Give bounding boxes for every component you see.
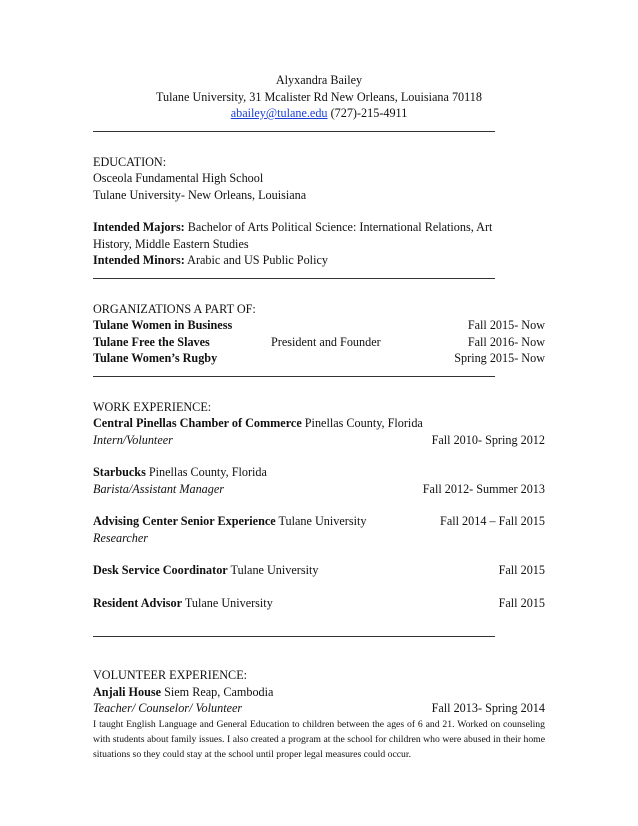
organization-row <box>93 317 545 334</box>
majors-label: Intended Majors: <box>93 220 185 234</box>
majors-text-continued: History, Middle Eastern Studies <box>93 236 249 251</box>
section-divider <box>93 269 545 285</box>
volunteer-org: Anjali House <box>93 684 162 699</box>
job-location: Tulane University <box>184 595 273 610</box>
education-section <box>93 154 545 269</box>
organization-row <box>93 334 545 351</box>
job-location: Pinellas County, Florida <box>148 465 267 479</box>
work-section <box>93 399 545 612</box>
organizations-heading: ORGANIZATIONS A PART OF: <box>93 301 256 316</box>
job-location: Pinellas County, Florida <box>304 416 423 430</box>
volunteer-section <box>93 667 545 762</box>
job-dates: Fall 2015 <box>498 595 545 610</box>
job-dates: Fall 2012- Summer 2013 <box>422 481 545 496</box>
job-title: Barista/Assistant Manager <box>93 481 225 496</box>
volunteer-title: Teacher/ Counselor/ Volunteer <box>93 701 243 715</box>
minors-line <box>93 252 545 269</box>
education-heading: EDUCATION: <box>93 154 167 169</box>
contact-line <box>93 105 545 122</box>
organization-name: Tulane Free the Slaves <box>93 334 210 349</box>
job-dates: Fall 2010- Spring 2012 <box>431 432 545 447</box>
work-heading: WORK EXPERIENCE: <box>93 399 212 414</box>
resume-page <box>93 72 545 762</box>
job-org: Central Pinellas Chamber of Commerce <box>93 416 302 430</box>
majors-text: Bachelor of Arts Political Science: International Relations, Art <box>187 220 493 234</box>
job-dates: Fall 2014 – Fall 2015 <box>440 514 545 528</box>
organization-dates: Fall 2016- Now <box>467 334 545 349</box>
job-title-row <box>93 481 545 498</box>
volunteer-location: Siem Reap, Cambodia <box>164 684 274 699</box>
job-org: Starbucks <box>93 465 146 479</box>
applicant-name: Alyxandra Bailey <box>275 73 363 87</box>
organization-name: Tulane Women in Business <box>93 318 233 332</box>
section-divider <box>93 122 545 138</box>
organization-row <box>93 350 545 367</box>
organization-dates: Fall 2015- Now <box>467 318 545 332</box>
job-location: Tulane University <box>230 563 319 577</box>
organization-role <box>271 350 441 367</box>
volunteer-org-line <box>93 684 545 701</box>
job-title: Researcher <box>93 530 149 545</box>
school-name: Tulane University- New Orleans, Louisiana <box>93 187 307 202</box>
job-org-line <box>93 562 545 579</box>
resume-header <box>93 72 545 122</box>
job-org-line <box>93 513 545 530</box>
organization-dates: Spring 2015- Now <box>454 351 545 365</box>
job-title-row <box>93 432 545 449</box>
minors-text: Arabic and US Public Policy <box>187 253 328 267</box>
job-location: Tulane University <box>278 514 367 528</box>
job-org-line <box>93 464 545 481</box>
school-name: Osceola Fundamental High School <box>93 171 264 185</box>
phone-number: (727)-215-4911 <box>330 106 408 120</box>
minors-label: Intended Minors: <box>93 253 185 267</box>
job-org-line <box>93 415 545 432</box>
job-org: Advising Center Senior Experience <box>93 514 276 528</box>
organization-role: President and Founder <box>271 334 381 349</box>
job-dates: Fall 2015 <box>498 563 545 577</box>
job-org: Desk Service Coordinator <box>93 563 228 577</box>
address-line: Tulane University, 31 Mcalister Rd New Orleans, Louisiana 70118 <box>156 89 482 104</box>
job-org: Resident Advisor <box>93 595 183 610</box>
section-divider <box>93 367 545 383</box>
job-org-line <box>93 595 545 612</box>
volunteer-description: I taught English Language and General Education to children between the ages of 6 and 21. Worked on counseling with students about family issues. I also created a program at the school for children who were abused in their home situations so they could stay at the school until proper legal measures could occur. <box>93 718 545 760</box>
email-link[interactable]: abailey@tulane.edu <box>230 106 328 120</box>
job-title: Intern/Volunteer <box>93 432 173 447</box>
majors-line <box>93 219 545 236</box>
volunteer-title-row <box>93 700 545 717</box>
organizations-section <box>93 301 545 367</box>
volunteer-dates: Fall 2013- Spring 2014 <box>431 701 545 715</box>
volunteer-heading: VOLUNTEER EXPERIENCE: <box>93 668 248 682</box>
organization-role <box>271 317 441 334</box>
section-divider <box>93 627 545 643</box>
organization-name: Tulane Women’s Rugby <box>93 351 218 365</box>
